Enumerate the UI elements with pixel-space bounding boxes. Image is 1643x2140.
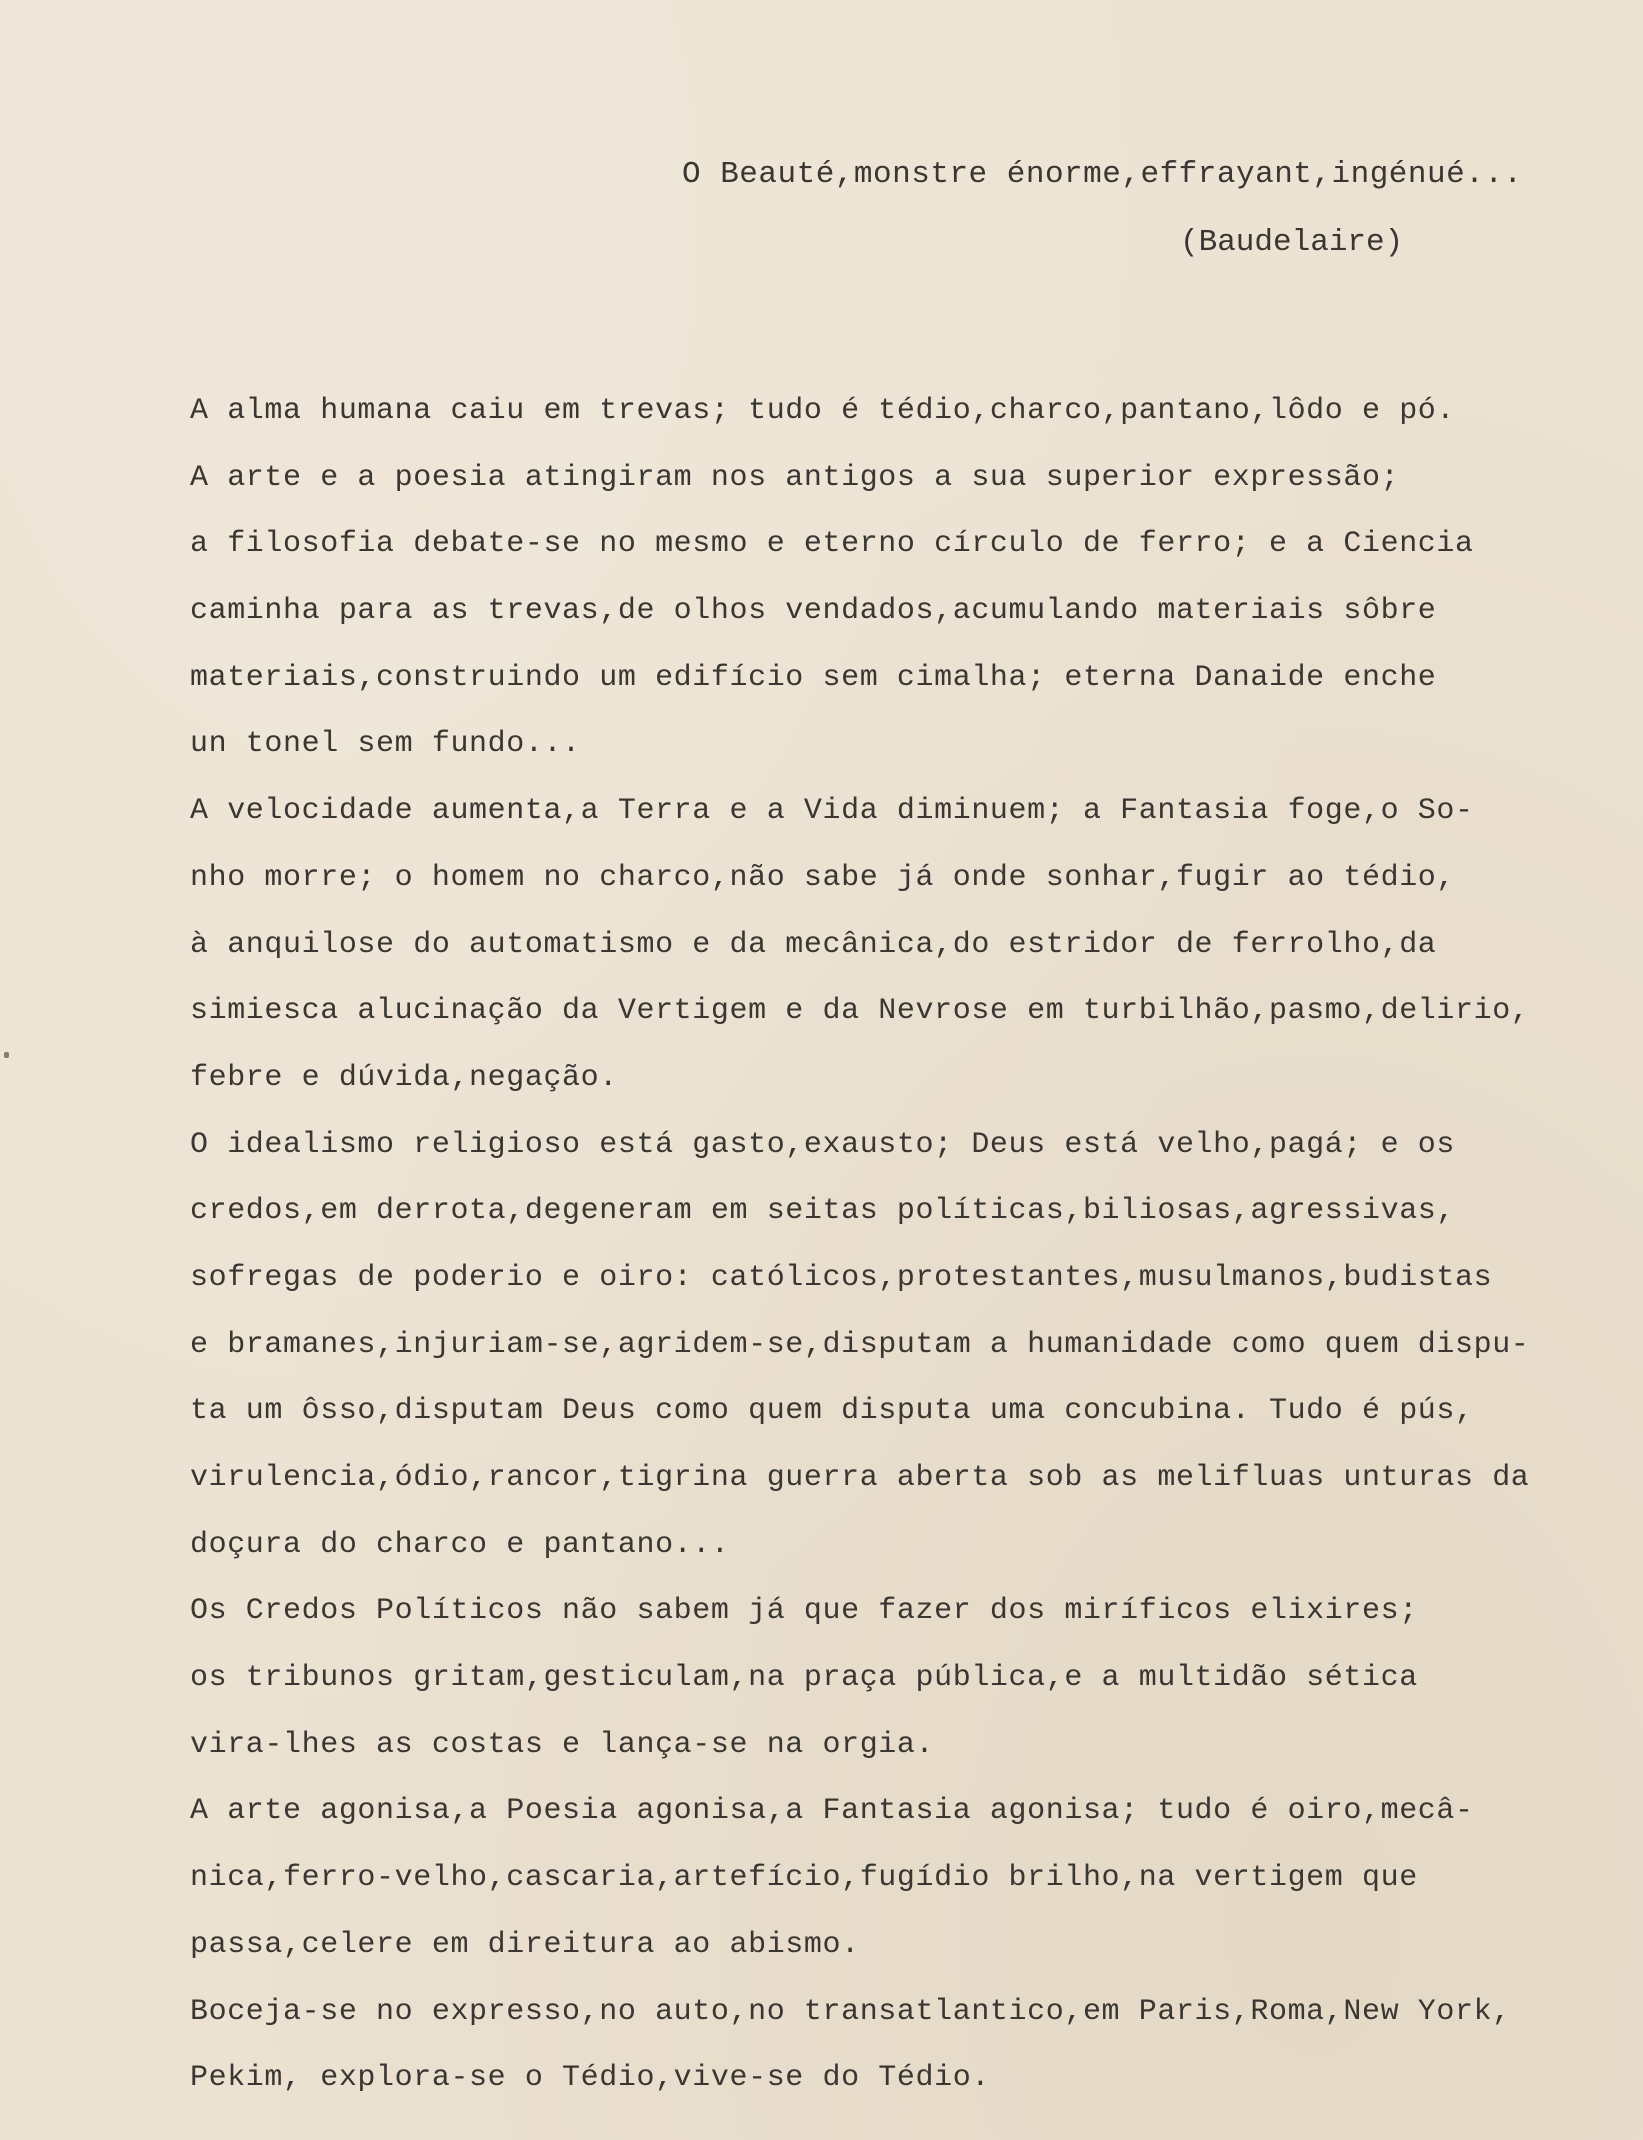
epigraph-quote: O Beauté,monstre énorme,effrayant,ingénué... <box>682 157 1523 192</box>
ink-speck <box>4 1052 9 1058</box>
text-line: vira-lhes as costas e lança-se na orgia. <box>190 1727 935 1762</box>
text-line: A alma humana caiu em trevas; tudo é tédio,charco,pantano,lôdo e pó. <box>190 394 1455 428</box>
text-line: simiesca alucinação da Vertigem e da Nevrose em turbilhão,pasmo,delirio, <box>190 994 1530 1029</box>
text-line: materiais,construindo um edifício sem cimalha; eterna Danaide enche <box>190 660 1437 695</box>
text-line: nho morre; o homem no charco,não sabe já onde sonhar,fugir ao tédio, <box>190 860 1455 895</box>
text-line: A arte e a poesia atingiram nos antigos a sua superior expressão; <box>190 460 1400 495</box>
text-line: febre e dúvida,negação. <box>190 1060 618 1095</box>
text-line: virulencia,ódio,rancor,tigrina guerra aberta sob as melifluas unturas da <box>190 1461 1530 1495</box>
text-line: os tribunos gritam,gesticulam,na praça pública,e a multidão sética <box>190 1661 1418 1696</box>
text-line: e bramanes,injuriam-se,agridem-se,disputam a humanidade como quem dispu- <box>190 1327 1530 1362</box>
text-line: caminha para as trevas,de olhos vendados,acumulando materiais sôbre <box>190 594 1437 629</box>
text-line: un tonel sem fundo... <box>190 727 581 762</box>
body-text <box>190 378 1620 2112</box>
text-line: à anquilose do automatismo e da mecânica,do estridor de ferrolho,da <box>190 927 1437 962</box>
epigraph-author: (Baudelaire) <box>1180 225 1404 260</box>
text-line: Os Credos Políticos não sabem já que fazer dos miríficos elixires; <box>190 1594 1418 1629</box>
epigraph <box>682 150 1582 260</box>
text-line: a filosofia debate-se no mesmo e eterno círculo de ferro; e a Ciencia <box>190 527 1474 562</box>
text-line: doçura do charco e pantano... <box>190 1527 730 1562</box>
text-line: O idealismo religioso está gasto,exausto; Deus está velho,pagá; e os <box>190 1127 1455 1162</box>
text-line: A arte agonisa,a Poesia agonisa,a Fantasia agonisa; tudo é oiro,mecâ- <box>190 1794 1474 1829</box>
text-line: sofregas de poderio e oiro: católicos,protestantes,musulmanos,budistas <box>190 1260 1493 1295</box>
text-line: Pekim, explora-se o Tédio,vive-se do Tédio. <box>190 2061 990 2096</box>
text-line: Boceja-se no expresso,no auto,no transatlantico,em Paris,Roma,New York, <box>190 1994 1511 2029</box>
text-line: passa,celere em direitura ao abismo. <box>190 1927 860 1962</box>
text-line: credos,em derrota,degeneram em seitas políticas,biliosas,agressivas, <box>190 1194 1455 1229</box>
text-line: ta um ôsso,disputam Deus como quem disputa uma concubina. Tudo é pús, <box>190 1394 1474 1429</box>
text-line: nica,ferro-velho,cascaria,artefício,fugídio brilho,na vertigem que <box>190 1861 1418 1896</box>
text-line: A velocidade aumenta,a Terra e a Vida diminuem; a Fantasia foge,o So- <box>190 794 1474 829</box>
